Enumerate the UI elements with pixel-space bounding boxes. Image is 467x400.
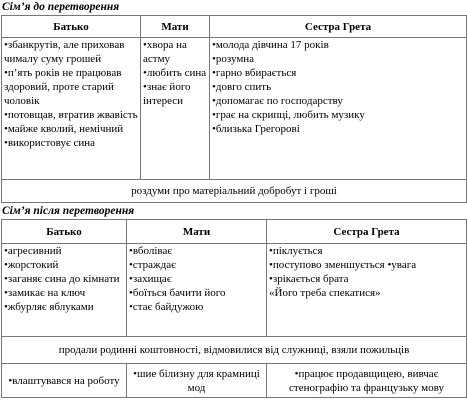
list-item: •знає його інтереси — [143, 81, 191, 107]
after-section-title: Сім’я після перетворення — [2, 205, 135, 217]
list-item: •вболіває — [129, 245, 173, 257]
list-item: •боїться бачити його — [129, 287, 226, 299]
list-item: «Його треба спекатися» — [269, 287, 381, 299]
list-item: •розумна — [212, 53, 255, 65]
list-item: •замикає на ключ — [4, 287, 86, 299]
after-father-bottom-cell: •влаштувався на роботу — [2, 364, 127, 398]
list-item: •страждає — [129, 259, 176, 271]
list-item: •довго спить — [212, 81, 272, 93]
list-item: •молода дівчина 17 років — [212, 39, 329, 51]
after-sister-bottom-cell: •працює продавщицею, вивчає стенографію та французьку мову — [267, 364, 467, 398]
list-item: •потовщав, втратив жвавість — [4, 109, 138, 121]
list-item: •жбурляє яблуками — [4, 301, 94, 313]
list-item: •близька Грегорові — [212, 123, 300, 135]
after-header-sister: Сестра Грета — [267, 220, 467, 244]
after-header-father: Батько — [2, 220, 127, 244]
list-item: •агресивний — [4, 245, 62, 257]
after-sister-cell — [267, 244, 467, 337]
list-item: •жорстокий — [4, 259, 59, 271]
after-table — [1, 219, 467, 398]
list-item: •піклується — [269, 245, 323, 257]
list-item: •грає на скрипці, любить музику — [212, 109, 365, 121]
after-mother-bottom-cell: •шие білизну для крамниці мод — [127, 364, 267, 398]
before-header-father: Батько — [2, 16, 141, 38]
list-item: •збанкрутів, але приховав чималу суму грошей — [4, 39, 125, 65]
list-item: •заганяє сина до кімнати — [4, 273, 120, 285]
list-item: •хвора на астму — [143, 39, 187, 65]
before-header-mother: Мати — [141, 16, 210, 38]
before-sister-cell — [210, 38, 467, 180]
list-item: •гарно вбирається — [212, 67, 297, 79]
after-father-cell — [2, 244, 127, 337]
before-section-title: Сім’я до перетворення — [2, 1, 120, 13]
list-item: •поступово зменшується •увага — [269, 259, 417, 271]
list-item: •допомагає по господарству — [212, 95, 343, 107]
list-item: •любить сина — [143, 67, 207, 79]
before-father-cell — [2, 38, 141, 180]
before-table — [1, 15, 467, 203]
after-middle-row: продали родинні коштовності, відмовилися від служниці, взяли пожильців — [2, 337, 467, 364]
after-header-mother: Мати — [127, 220, 267, 244]
before-header-sister: Сестра Грета — [210, 16, 467, 38]
before-footer-row: роздуми про матеріальний добробут і гроші — [2, 180, 467, 203]
list-item: •використовує сина — [4, 137, 95, 149]
list-item: •зрікається брата — [269, 273, 349, 285]
list-item: •майже кволий, немічний — [4, 123, 124, 135]
list-item: •захищає — [129, 273, 172, 285]
after-mother-cell — [127, 244, 267, 337]
list-item: •п’ять років не працював здоровий, проте старий чоловік — [4, 67, 122, 107]
list-item: •стає байдужою — [129, 301, 204, 313]
before-mother-cell — [141, 38, 210, 180]
